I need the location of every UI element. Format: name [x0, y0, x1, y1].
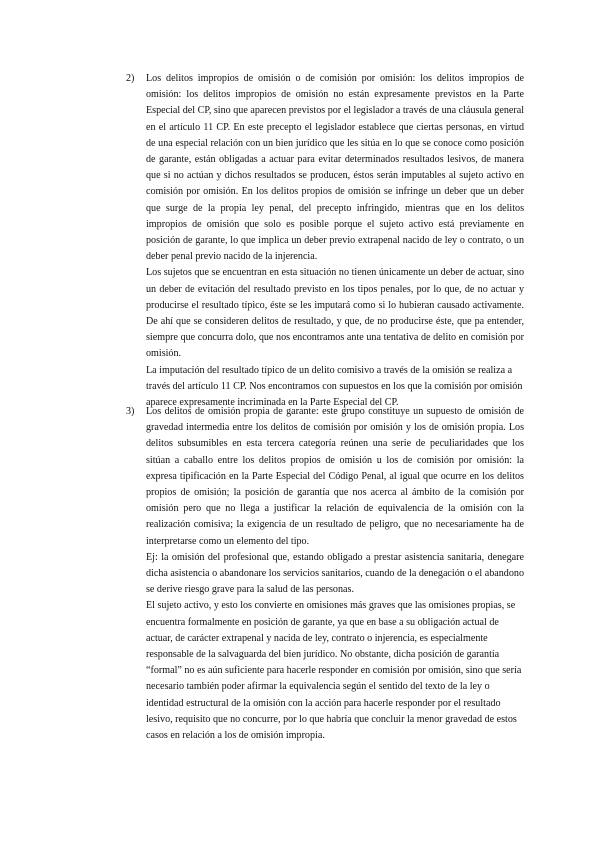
paragraph: Los delitos impropios de omisión o de comisión por omisión: los delitos impropios de omisión: los delitos impropios de omisión no están expresamente previstos en la Parte Especial del CP, sino que aparecen previstos por el legislador a través de una cláusula general en el artículo 11 CP. En este precepto el legislador establece que ciertas personas, en virtud de una especial relación con un bien jurídico que les sitúa en lo que se conoce como posición de garante, están obligadas a actuar para evitar determinados resultados lesivos, de manera que si no actúan y dichos resultados se producen, éstos serán imputables al sujeto activo en comisión por omisión. En los delitos propios de omisión se infringe un deber que un deber que surge de la propia ley penal, del precepto infringido, mientras que en los delitos impropios de omisión que solo es posible porque el sujeto activo está previamente en posición de garante, lo que implica un deber previo extrapenal nacido de ley o contrato, o un deber penal previo nacido de la injerencia. — [146, 73, 524, 263]
list-item-number: 3) — [126, 406, 135, 417]
list-item-body — [146, 404, 524, 744]
list-item-number: 2) — [126, 73, 135, 84]
paragraph: Los delitos de omisión propia de garante: este grupo constituye un supuesto de omisión de gravedad intermedia entre los delitos de comisión por omisión y los de omisión propia. Los delitos subsumibles en esta tercera categoría reúnen una serie de peculiaridades que los sitúan a caballo entre los delitos propios de omisión u los de comisión por omisión: la expresa tipificación en la Parte Especial del Código Penal, al igual que ocurre en los delitos propios de omisión; la posición de garantía que nos acerca al ámbito de la comisión por omisión pero que no llega a justificar la relación de equivalencia de la omisión con la realización comisiva; la exigencia de un resultado de peligro, que no necesariamente ha de interpretarse como un elemento del tipo. — [146, 406, 524, 547]
list-item-3 — [126, 404, 524, 744]
paragraph: Ej: la omisión del profesional que, estando obligado a prestar asistencia sanitaria, denegare dicha asistencia o abandonare los servicios sanitarios, cuando de la denegación o el abandono se derive riesgo grave para la salud de las personas. — [146, 551, 524, 596]
list-item-body — [146, 71, 524, 411]
paragraph: El sujeto activo, y esto los convierte en omisiones más graves que las omisiones propias, se encuentra formalmente en posición de garante, ya que en base a su obligación actual de actuar, de carácter extrapenal y nacida de ley, contrato o injerencia, es especialmente responsable de la salvaguarda del bien jurídico. No obstante, dicha posición de garantía “formal” no es aún suficiente para hacerle responder en comisión por omisión, sino que sería necesario también poder afirmar la equivalencia según el sentido del texto de la ley o identidad estructural de la omisión con la acción para hacerle responder por el resultado lesivo, requisito que no concurre, por lo que habría que concluir la menor gravedad de estos casos en relación a los de omisión impropia. — [146, 600, 522, 742]
list-item-2 — [126, 71, 524, 411]
paragraph: La imputación del resultado típico de un delito comisivo a través de la omisión se realiza a través del artículo 11 CP. Nos encontramos con supuestos en los que la comisión por omisión aparece expresamente incriminada en la Parte Especial del CP. — [146, 364, 523, 409]
paragraph: Los sujetos que se encuentran en esta situación no tienen únicamente un deber de actuar, sino un deber de evitación del resultado previsto en los tipos penales, por lo que, de no actuar y producirse el resultado típico, éste se les imputará como si lo hubieran causado activamente. De ahí que se consideren delitos de resultado, y que, de no producirse éste, que pa entender, siempre que concurra dolo, que nos encontramos ante una tentativa de delito en comisión por omisión. — [146, 267, 524, 360]
